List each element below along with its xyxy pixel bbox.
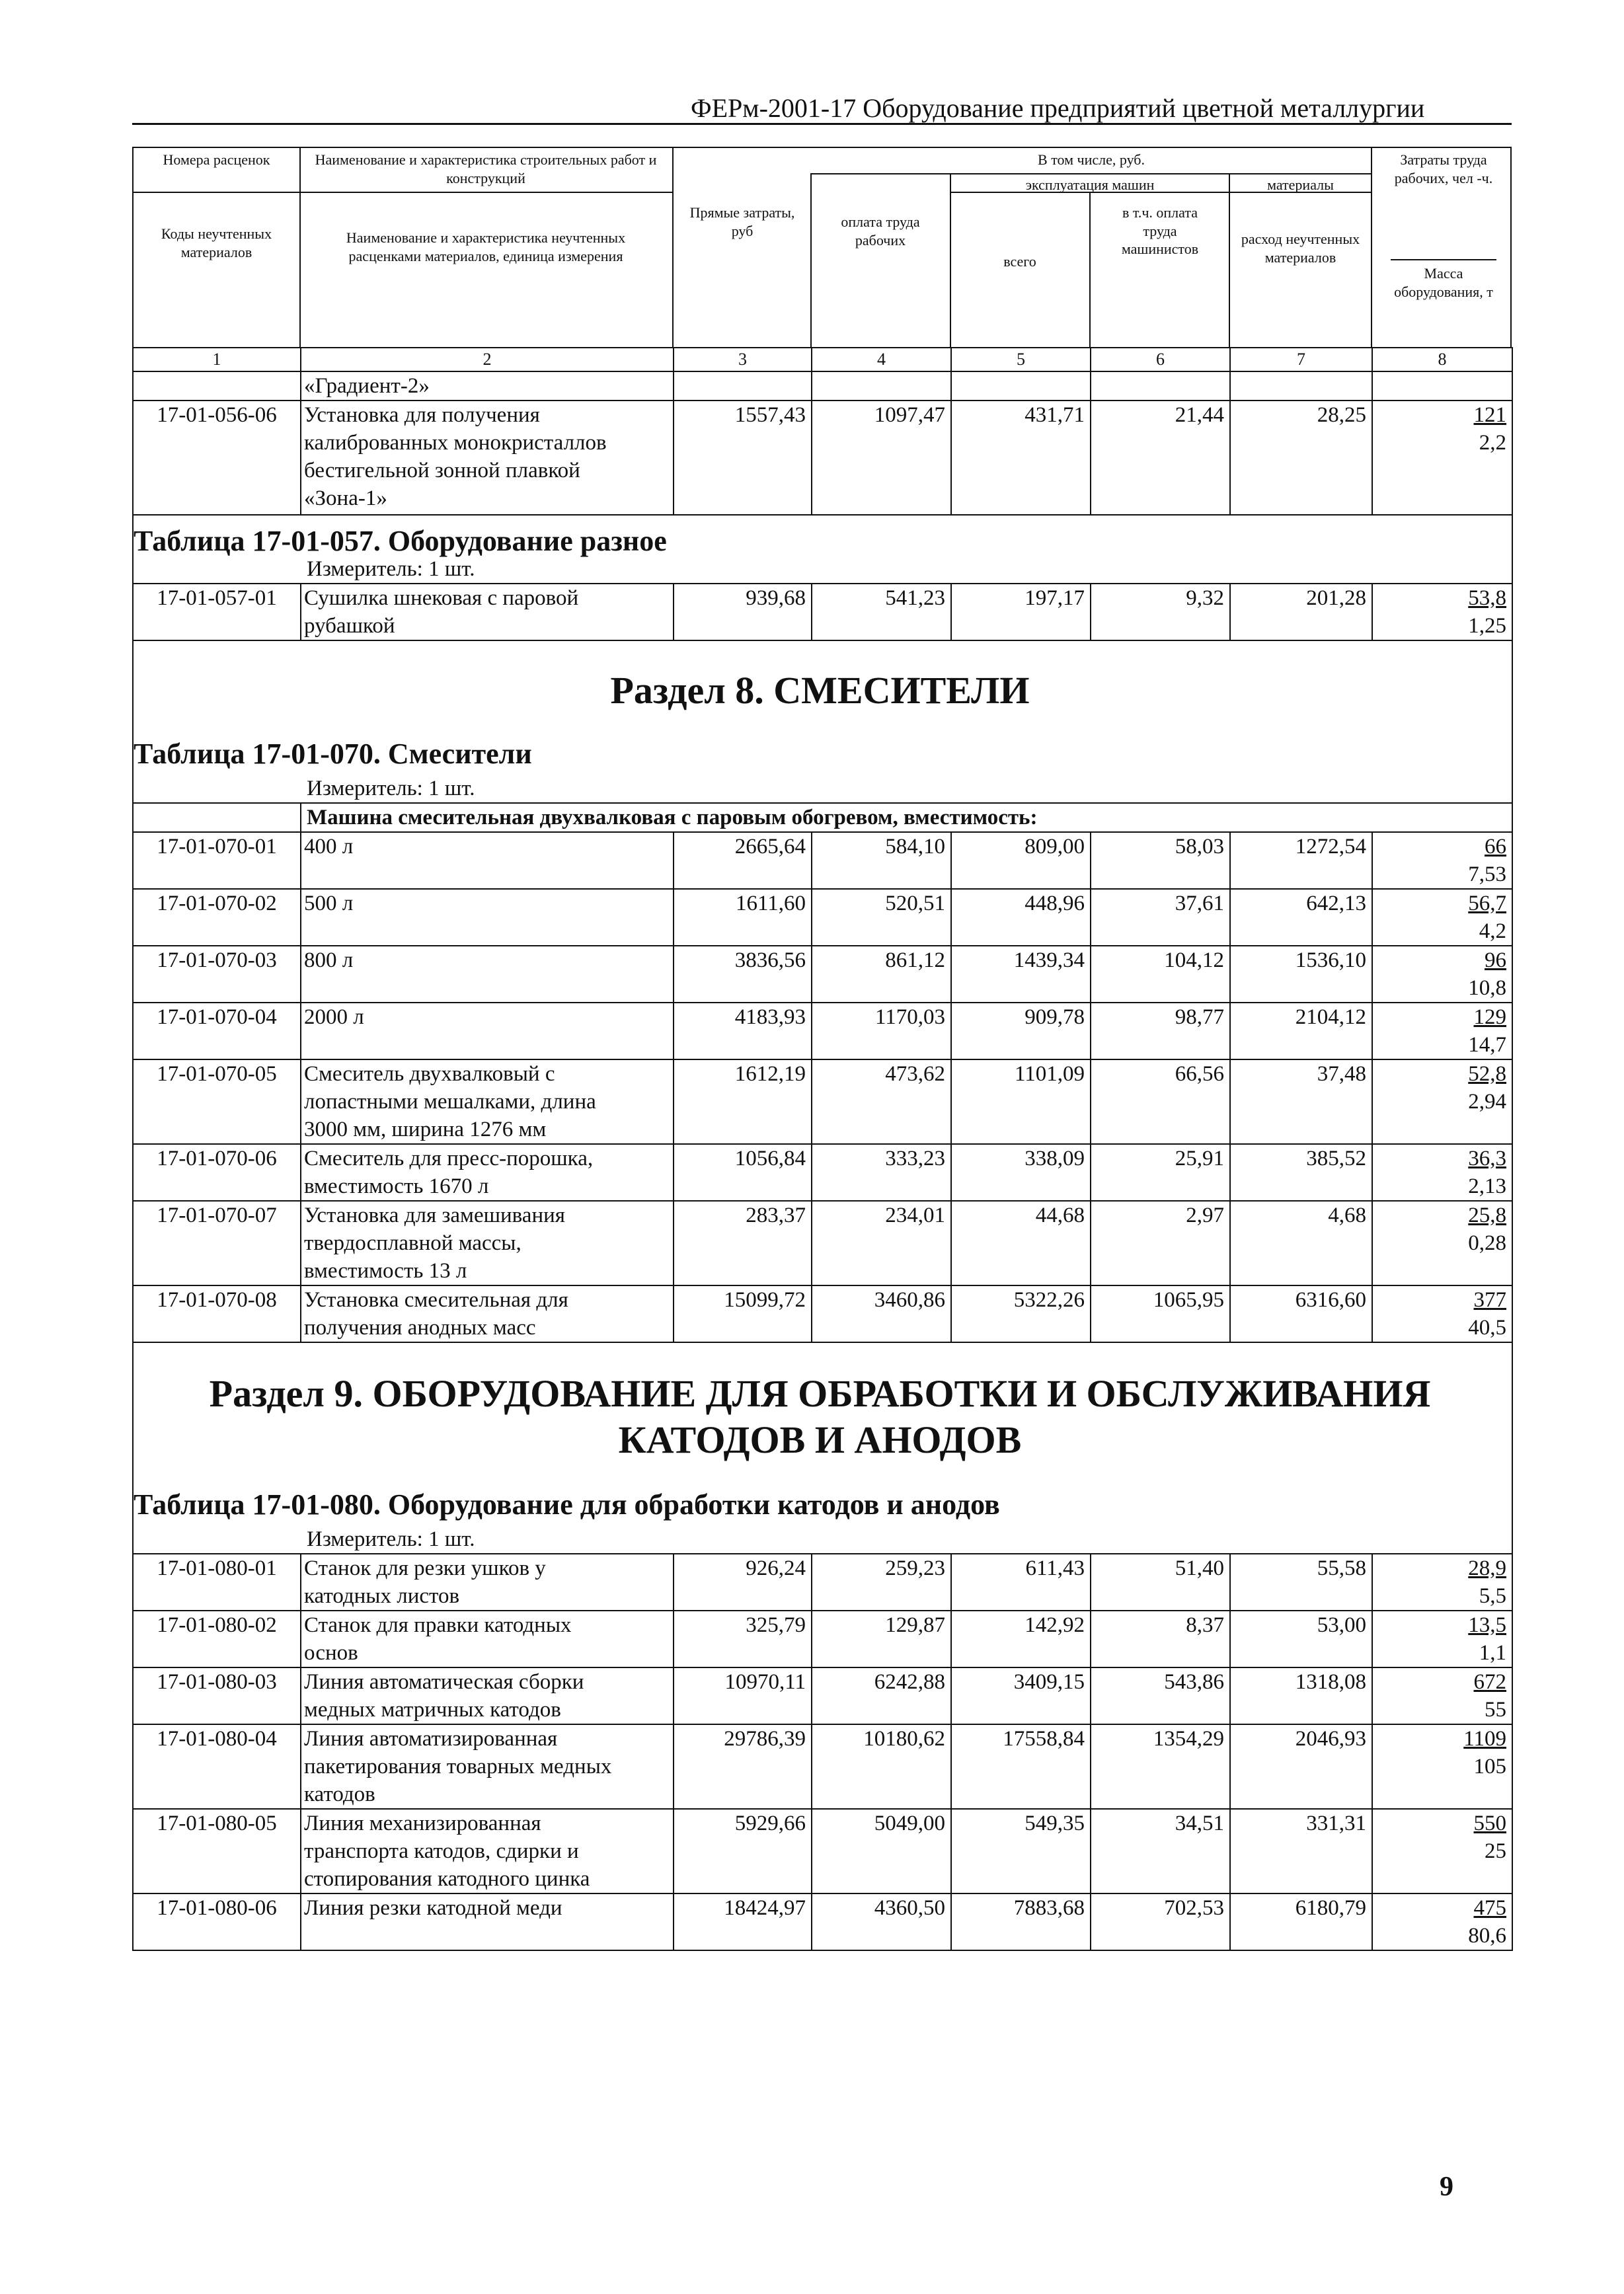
row-name <box>301 1667 674 1724</box>
direct-cost: 283,37 <box>674 1201 812 1285</box>
table-row <box>133 832 1512 889</box>
materials-cost: 28,25 <box>1230 401 1372 515</box>
row-name-line: 3000 мм, ширина 1276 мм <box>304 1118 547 1141</box>
direct-cost: 15099,72 <box>674 1285 812 1342</box>
wage-cost: 5049,00 <box>812 1809 951 1893</box>
head-codes: Коды неучтенных материалов <box>161 225 272 260</box>
machines-cost: 44,68 <box>951 1201 1091 1285</box>
row-name-line: твердосплавной массы, <box>304 1231 522 1255</box>
machinist-wage: 2,97 <box>1091 1201 1230 1285</box>
labor-mass <box>1372 1003 1512 1059</box>
section-8-title: Раздел 8. СМЕСИТЕЛИ <box>610 669 1030 712</box>
machines-cost: 3409,15 <box>951 1667 1091 1724</box>
head-div-5 <box>1089 192 1091 347</box>
table-080-unit: Измеритель: 1 шт. <box>307 1527 475 1551</box>
materials-cost: 37,48 <box>1230 1059 1372 1144</box>
table-row <box>133 946 1512 1003</box>
rates-table <box>132 347 1513 1951</box>
table-row <box>133 889 1512 946</box>
table-070-title: Таблица 17-01-070. Смесители <box>134 738 532 770</box>
col-num: 4 <box>812 348 951 371</box>
wage-cost: 1097,47 <box>812 401 951 515</box>
mass-value: 10,8 <box>1468 976 1506 1000</box>
rate-code: 17-01-070-05 <box>133 1059 301 1144</box>
machines-cost: 809,00 <box>951 832 1091 889</box>
head-machines: эксплуатация машин <box>1025 176 1155 193</box>
wage-cost: 1170,03 <box>812 1003 951 1059</box>
machines-cost: 1101,09 <box>951 1059 1091 1144</box>
labor-mass <box>1372 1809 1512 1893</box>
wage-cost: 473,62 <box>812 1059 951 1144</box>
page-number: 9 <box>1440 2172 1453 2202</box>
labor-value: 36,3 <box>1468 1147 1506 1170</box>
table-070-subheader: Машина смесительная двухвалковая с паровым обогревом, вместимость: <box>301 803 1512 832</box>
machinist-wage: 21,44 <box>1091 401 1230 515</box>
col-num: 6 <box>1091 348 1230 371</box>
table-row <box>133 1059 1512 1144</box>
rate-code: 17-01-056-06 <box>133 401 301 515</box>
head-border-top <box>132 147 1512 148</box>
row-name-line: вместимость 1670 л <box>304 1174 489 1198</box>
wage-cost: 333,23 <box>812 1144 951 1201</box>
mass-value: 1,25 <box>1468 614 1506 638</box>
row-name-line: Линия автоматическая сборки <box>304 1670 584 1694</box>
mass-value: 0,28 <box>1468 1231 1506 1255</box>
row-name-line: катодов <box>304 1782 375 1806</box>
table-row <box>133 401 1512 515</box>
row-name <box>301 1201 674 1285</box>
row-name <box>301 946 674 1003</box>
head-mach-wage: в т.ч. оплата труда машинистов <box>1121 204 1199 257</box>
mass-value: 7,53 <box>1468 862 1506 886</box>
machinist-wage: 543,86 <box>1091 1667 1230 1724</box>
machinist-wage: 8,37 <box>1091 1611 1230 1667</box>
row-name-line: Установка смесительная для <box>304 1288 568 1312</box>
table-row <box>133 1554 1512 1611</box>
head-div-1 <box>299 147 301 347</box>
machinist-wage: 9,32 <box>1091 584 1230 640</box>
labor-mass <box>1372 1554 1512 1611</box>
direct-cost: 1557,43 <box>674 401 812 515</box>
machinist-wage: 98,77 <box>1091 1003 1230 1059</box>
row-name <box>301 1809 674 1893</box>
row-name-line: Станок для правки катодных <box>304 1613 572 1637</box>
direct-cost: 29786,39 <box>674 1724 812 1809</box>
row-name-line: стопирования катодного цинка <box>304 1867 590 1891</box>
labor-value: 672 <box>1473 1670 1506 1694</box>
machines-cost: 5322,26 <box>951 1285 1091 1342</box>
rate-code: 17-01-070-01 <box>133 832 301 889</box>
rate-code: 17-01-070-08 <box>133 1285 301 1342</box>
rate-code: 17-01-070-03 <box>133 946 301 1003</box>
table-057-title: Таблица 17-01-057. Оборудование разное <box>134 525 667 557</box>
machines-cost: 611,43 <box>951 1554 1091 1611</box>
mass-value: 2,13 <box>1468 1174 1506 1198</box>
labor-mass <box>1372 584 1512 640</box>
labor-mass <box>1372 832 1512 889</box>
rate-code: 17-01-080-01 <box>133 1554 301 1611</box>
direct-cost: 5929,66 <box>674 1809 812 1893</box>
table-row <box>133 1003 1512 1059</box>
head-incl: В том числе, руб. <box>1038 151 1145 168</box>
wage-cost: 520,51 <box>812 889 951 946</box>
head-hline-labor <box>1391 259 1496 260</box>
table-header <box>132 147 1512 347</box>
direct-cost: 2665,64 <box>674 832 812 889</box>
labor-value: 1109 <box>1463 1727 1506 1751</box>
direct-cost: 3836,56 <box>674 946 812 1003</box>
wage-cost: 3460,86 <box>812 1285 951 1342</box>
machines-cost: 431,71 <box>951 401 1091 515</box>
section-row <box>133 640 1512 803</box>
direct-cost: 1612,19 <box>674 1059 812 1144</box>
row-name <box>301 1893 674 1950</box>
materials-cost: 1318,08 <box>1230 1667 1372 1724</box>
row-name-line: получения анодных масс <box>304 1316 536 1340</box>
head-materials: материалы <box>1267 176 1334 193</box>
wage-cost: 4360,50 <box>812 1893 951 1950</box>
row-name-line: транспорта катодов, сдирки и <box>304 1839 579 1863</box>
table-070-unit: Измеритель: 1 шт. <box>307 777 475 800</box>
labor-mass <box>1372 1144 1512 1201</box>
wage-cost: 10180,62 <box>812 1724 951 1809</box>
labor-mass <box>1372 1893 1512 1950</box>
wage-cost: 584,10 <box>812 832 951 889</box>
row-name <box>301 1724 674 1809</box>
wage-cost: 129,87 <box>812 1611 951 1667</box>
row-name-line: основ <box>304 1641 358 1665</box>
labor-value: 66 <box>1485 835 1506 859</box>
mass-value: 105 <box>1473 1755 1506 1778</box>
labor-mass <box>1372 889 1512 946</box>
labor-mass <box>1372 1059 1512 1144</box>
machinist-wage: 51,40 <box>1091 1554 1230 1611</box>
machinist-wage: 702,53 <box>1091 1893 1230 1950</box>
section-9-title-line2: КАТОДОВ И АНОДОВ <box>618 1418 1022 1461</box>
row-name <box>301 1554 674 1611</box>
table-row <box>133 1893 1512 1950</box>
row-name-line: вместимость 13 л <box>304 1259 467 1283</box>
table-row <box>133 1611 1512 1667</box>
row-name: Сушилка шнековая с паровой рубашкой <box>301 584 674 640</box>
col-num: 8 <box>1372 348 1512 371</box>
header-rule <box>132 123 1512 125</box>
head-hline-incl <box>812 173 1371 174</box>
head-name: Наименование и характеристика строительных работ и конструкций <box>315 151 657 186</box>
column-numbers-row <box>133 348 1512 371</box>
mass-value: 80,6 <box>1468 1924 1506 1948</box>
col-num: 7 <box>1230 348 1372 371</box>
labor-mass <box>1372 1611 1512 1667</box>
materials-cost: 201,28 <box>1230 584 1372 640</box>
table-row <box>133 1285 1512 1342</box>
row-name <box>301 889 674 946</box>
row-name <box>301 1285 674 1342</box>
row-name-line: Станок для резки ушков у <box>304 1556 546 1580</box>
materials-cost: 331,31 <box>1230 1809 1372 1893</box>
table-row <box>133 584 1512 640</box>
table-080-body <box>133 1554 1512 1950</box>
machines-cost: 1439,34 <box>951 946 1091 1003</box>
row-name <box>301 1059 674 1144</box>
head-labor: Затраты труда рабочих, чел -ч. <box>1394 151 1493 186</box>
direct-cost: 10970,11 <box>674 1667 812 1724</box>
col-num: 5 <box>951 348 1091 371</box>
rate-code: 17-01-070-04 <box>133 1003 301 1059</box>
materials-cost: 4,68 <box>1230 1201 1372 1285</box>
mass-value: 2,94 <box>1468 1090 1506 1114</box>
row-name-line: Линия механизированная <box>304 1812 541 1835</box>
row-name-line: Смеситель двухвалковый с <box>304 1062 555 1086</box>
row-name <box>301 832 674 889</box>
table-057-unit: Измеритель: 1 шт. <box>307 557 475 581</box>
direct-cost: 4183,93 <box>674 1003 812 1059</box>
wage-cost: 541,23 <box>812 584 951 640</box>
machines-cost: 909,78 <box>951 1003 1091 1059</box>
row-name <box>301 1611 674 1667</box>
materials-cost: 642,13 <box>1230 889 1372 946</box>
labor-mass <box>1372 1201 1512 1285</box>
mass-value: 1,1 <box>1479 1641 1506 1665</box>
materials-cost: 53,00 <box>1230 1611 1372 1667</box>
direct-cost: 1611,60 <box>674 889 812 946</box>
materials-cost: 1536,10 <box>1230 946 1372 1003</box>
machinist-wage: 1065,95 <box>1091 1285 1230 1342</box>
table-080-title: Таблица 17-01-080. Оборудование для обработки катодов и анодов <box>134 1488 1000 1521</box>
labor-mass <box>1372 1724 1512 1809</box>
table-row <box>133 1144 1512 1201</box>
col-num: 1 <box>133 348 301 371</box>
table-row <box>133 1724 1512 1809</box>
materials-cost: 2046,93 <box>1230 1724 1372 1809</box>
materials-cost: 6180,79 <box>1230 1893 1372 1950</box>
table-title-row <box>133 515 1512 584</box>
materials-cost: 55,58 <box>1230 1554 1372 1611</box>
materials-cost: 385,52 <box>1230 1144 1372 1201</box>
section-row <box>133 1342 1512 1554</box>
row-name-line: 2000 л <box>304 1005 364 1029</box>
row-name-line: Линия резки катодной меди <box>304 1896 562 1920</box>
machinist-wage: 58,03 <box>1091 832 1230 889</box>
labor-mass <box>1372 1285 1512 1342</box>
col-num: 3 <box>674 348 812 371</box>
machinist-wage: 1354,29 <box>1091 1724 1230 1809</box>
labor-mass <box>1372 401 1512 515</box>
rate-code: 17-01-080-06 <box>133 1893 301 1950</box>
wage-cost: 6242,88 <box>812 1667 951 1724</box>
head-name-materials: Наименование и характеристика неучтенных расценками материалов, единица измерения <box>346 229 626 264</box>
labor-value: 53,8 <box>1468 586 1506 610</box>
machinist-wage: 37,61 <box>1091 889 1230 946</box>
labor-value: 550 <box>1473 1812 1506 1835</box>
head-wage: оплата труда рабочих <box>841 213 920 249</box>
row-name-line: 500 л <box>304 892 354 915</box>
head-div-6 <box>1229 173 1230 347</box>
head-mat-usage: расход неучтенных материалов <box>1241 231 1360 266</box>
materials-cost: 6316,60 <box>1230 1285 1372 1342</box>
mass-value: 25 <box>1485 1839 1506 1863</box>
head-hline-names <box>132 192 674 193</box>
direct-cost: 18424,97 <box>674 1893 812 1950</box>
labor-value: 377 <box>1473 1288 1506 1312</box>
table-row <box>133 1667 1512 1724</box>
machinist-wage: 34,51 <box>1091 1809 1230 1893</box>
labor-value: 475 <box>1473 1896 1506 1920</box>
machines-cost: 17558,84 <box>951 1724 1091 1809</box>
wage-cost: 259,23 <box>812 1554 951 1611</box>
row-name-line: лопастными мешалками, длина <box>304 1090 596 1114</box>
head-direct: Прямые затраты, руб <box>689 204 795 239</box>
table-row <box>133 371 1512 401</box>
page-header: ФЕРм-2001-17 Оборудование предприятий цветной металлургии <box>691 93 1425 123</box>
materials-cost: 1272,54 <box>1230 832 1372 889</box>
labor-value: 13,5 <box>1468 1613 1506 1637</box>
head-div-2 <box>672 147 674 347</box>
subheader-row <box>133 803 1512 832</box>
labor-mass <box>1372 1667 1512 1724</box>
head-numbers: Номера расценок <box>163 151 270 168</box>
labor-mass <box>1372 946 1512 1003</box>
head-div-4 <box>950 173 951 347</box>
machinist-wage: 25,91 <box>1091 1144 1230 1201</box>
machines-cost: 338,09 <box>951 1144 1091 1201</box>
row-name-line: Смеситель для пресс-порошка, <box>304 1147 594 1170</box>
row-name-line: Линия автоматизированная <box>304 1727 558 1751</box>
row-name-line: Установка для замешивания <box>304 1204 565 1227</box>
rate-code: 17-01-080-02 <box>133 1611 301 1667</box>
machines-cost: 197,17 <box>951 584 1091 640</box>
machines-cost: 448,96 <box>951 889 1091 946</box>
table-070-body <box>133 832 1512 1342</box>
head-total: всего <box>1003 253 1036 270</box>
mass-value: 5,5 <box>1479 1584 1506 1608</box>
machinist-wage: 104,12 <box>1091 946 1230 1003</box>
labor-value: 56,7 <box>1468 892 1506 915</box>
labor-value: 25,8 <box>1468 1204 1506 1227</box>
materials-cost: 2104,12 <box>1230 1003 1372 1059</box>
direct-cost: 1056,84 <box>674 1144 812 1201</box>
mass-value: 4,2 <box>1479 919 1506 943</box>
mass-value: 55 <box>1485 1698 1506 1722</box>
row-name-line: медных матричных катодов <box>304 1698 561 1722</box>
rate-code: 17-01-057-01 <box>133 584 301 640</box>
table-row <box>133 1201 1512 1285</box>
labor-value: 96 <box>1485 948 1506 972</box>
mass-value: 2,2 <box>1479 431 1506 455</box>
rate-code: 17-01-070-07 <box>133 1201 301 1285</box>
wage-cost: 861,12 <box>812 946 951 1003</box>
direct-cost: 939,68 <box>674 584 812 640</box>
labor-value: 52,8 <box>1468 1062 1506 1086</box>
col-num: 2 <box>301 348 674 371</box>
machines-cost: 7883,68 <box>951 1893 1091 1950</box>
rate-code: 17-01-080-04 <box>133 1724 301 1809</box>
row-name-line: пакетирования товарных медных <box>304 1755 612 1778</box>
rate-code: 17-01-070-02 <box>133 889 301 946</box>
row-name-line: 400 л <box>304 835 354 859</box>
head-div-3 <box>810 173 812 347</box>
head-border-left <box>132 147 134 347</box>
machines-cost: 142,92 <box>951 1611 1091 1667</box>
row-name <box>301 1003 674 1059</box>
direct-cost: 926,24 <box>674 1554 812 1611</box>
wage-cost: 234,01 <box>812 1201 951 1285</box>
table-row <box>133 1809 1512 1893</box>
head-mass: Масса оборудования, т <box>1394 265 1493 300</box>
row-name: «Градиент-2» <box>301 371 674 401</box>
direct-cost: 325,79 <box>674 1611 812 1667</box>
mass-value: 40,5 <box>1468 1316 1506 1340</box>
machines-cost: 549,35 <box>951 1809 1091 1893</box>
labor-value: 28,9 <box>1468 1556 1506 1580</box>
head-border-right <box>1510 147 1512 347</box>
rate-code: 17-01-080-05 <box>133 1809 301 1893</box>
rate-code: 17-01-070-06 <box>133 1144 301 1201</box>
row-name-line: 800 л <box>304 948 354 972</box>
labor-value: 129 <box>1473 1005 1506 1029</box>
head-div-7 <box>1371 147 1372 347</box>
machinist-wage: 66,56 <box>1091 1059 1230 1144</box>
row-name: Установка для получения калиброванных монокристаллов бестигельной зонной плавкой «Зона-1» <box>301 401 674 515</box>
labor-value: 121 <box>1473 403 1506 427</box>
rate-code: 17-01-080-03 <box>133 1667 301 1724</box>
section-9-title-line1: Раздел 9. ОБОРУДОВАНИЕ ДЛЯ ОБРАБОТКИ И ОБСЛУЖИВАНИЯ <box>209 1372 1431 1415</box>
row-name <box>301 1144 674 1201</box>
row-name-line: катодных листов <box>304 1584 460 1608</box>
mass-value: 14,7 <box>1468 1033 1506 1057</box>
